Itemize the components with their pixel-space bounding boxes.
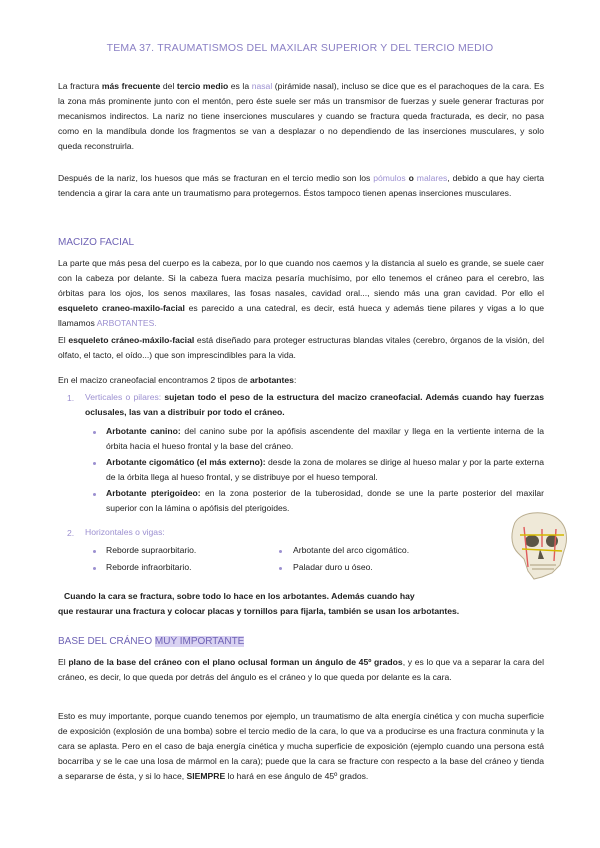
- text: es la: [228, 81, 252, 91]
- paragraph-macizo: [58, 256, 544, 331]
- paragraph-esqueleto: [58, 333, 544, 363]
- bold-text: esqueleto craneo-maxilo-facial: [58, 303, 185, 313]
- section-heading-base: [58, 636, 244, 647]
- text: La fractura: [58, 81, 102, 91]
- heading-text: BASE DEL CRÁNEO: [58, 636, 155, 647]
- bold-text: o: [405, 173, 417, 183]
- text: , debido a que hay cierta tendencia a girar la cara ante un traumatismo para protegernos. Éstos tampoco tienen apenas inserciones musculares.: [58, 173, 545, 198]
- text: , y es lo que va a separar la cara del cráneo, es decir, lo que queda por detrás del ángulo es el cráneo y lo que queda por delante es la cara.: [58, 657, 544, 682]
- highlight-term: nasal: [251, 81, 273, 91]
- list-item-horizontales: [85, 525, 165, 540]
- text: :: [293, 375, 297, 385]
- text: en la zona posterior de la tuberosidad, donde se une la parte posterior del maxilar superior con la lámina o apófisis del pterigoides.: [106, 488, 544, 513]
- text: desde la zona de molares se dirige al hueso malar y por la parte externa de la órbita llega al hueso frontal, y se distribuye por el hueso temporal.: [106, 457, 544, 482]
- paragraph-pomulos: [58, 171, 544, 201]
- bold-text: Arbotante pterigoideo:: [106, 488, 201, 498]
- bold-text: sujetan todo el peso de la estructura del macizo craneofacial. Además cuando hay fuerzas oclusales, las van a distribuir por todo el cráneo.: [85, 392, 544, 417]
- paragraph-plano: [58, 655, 544, 685]
- bullet-dot: [93, 493, 96, 496]
- bold-text: tercio medio: [176, 81, 229, 91]
- section-heading-macizo: MACIZO FACIAL: [58, 237, 135, 248]
- text: está diseñado para proteger estructuras blandas vitales (cerebro, órganos de la visión, del olfato, el tacto, el oído...) que son imprescindibles para la vida.: [58, 335, 544, 360]
- list-number-1: 1.: [67, 393, 75, 403]
- bullet-dot: [93, 431, 96, 434]
- viga-item: Reborde infraorbitario.: [106, 562, 192, 572]
- bold-text: Arbotante canino:: [106, 426, 181, 436]
- text: (pirámide nasal), incluso se dice que es el parachoques de la cara. Es la zona más prominente junto con el mentón, pero éste suele ser más un transmisor de fuerzas y suele generar fracturas por mecanismos indirectos. La nariz no tiene inserciones musculares y cuando se fractura queda fracturada, es decir, no pasa como en la mandíbula donde los fragmentos se van a desplazar o no dependiendo de las inserciones musculares, y solo queda reconstruirla.: [58, 81, 545, 151]
- bullet-dot: [93, 462, 96, 465]
- text: del canino sube por la apófisis ascendente del maxilar y llega en la vertiente interna de la órbita hacia el hueso frontal y la base del cráneo.: [106, 426, 544, 451]
- bullet-dot: [93, 567, 96, 570]
- paragraph-energia: [58, 709, 544, 784]
- text: lo hará en ese ángulo de 45º grados.: [225, 771, 369, 781]
- bullet-dot: [279, 550, 282, 553]
- bold-text: SIEMPRE: [186, 771, 226, 781]
- text: El: [58, 657, 69, 667]
- page-title: TEMA 37. TRAUMATISMOS DEL MAXILAR SUPERIOR Y DEL TERCIO MEDIO: [106, 42, 494, 54]
- text: El: [58, 335, 69, 345]
- text: del: [160, 81, 177, 91]
- text: es parecido a una catedral, es decir, está hueca y además tiene pilares y vigas a lo que llamamos: [58, 303, 545, 328]
- bullet-arbotante-pterigoideo: [106, 486, 544, 516]
- highlight-term: malares: [416, 173, 448, 183]
- bold-text: más frecuente: [101, 81, 161, 91]
- paragraph-intro: [58, 79, 544, 154]
- bullet-arbotante-canino: [106, 424, 544, 454]
- viga-item: Arbotante del arco cigomático.: [293, 545, 410, 555]
- bold-note-line-1: Cuando la cara se fractura, sobre todo lo hace en los arbotantes. Además cuando hay: [64, 591, 415, 601]
- viga-item: Reborde supraorbitario.: [106, 545, 197, 555]
- bold-note-line-2: que restaurar una fractura y colocar placas y tornillos para fijarla, también se usan los arbotantes.: [58, 606, 460, 616]
- viga-item: Paladar duro u óseo.: [293, 562, 373, 572]
- bold-text: esqueleto cráneo-máxilo-facial: [68, 335, 195, 345]
- highlight-badge: MUY IMPORTANTE: [154, 636, 245, 647]
- bold-text: arbotantes: [250, 375, 294, 385]
- bullet-dot: [279, 567, 282, 570]
- highlight-term: ARBOTANTES.: [96, 318, 157, 328]
- bullet-dot: [93, 550, 96, 553]
- bullet-arbotante-cigomatico: [106, 455, 544, 485]
- text: La parte que más pesa del cuerpo es la cabeza, por lo que cuando nos caemos y la distancia al suelo es grande, se suele caer con la cabeza por delante. Si la cabeza fuera maciza pesaría muchísimo, por ello tenemos el cráneo para el cerebro, las órbitas para los ojos, los senos maxilares, las fosas nasales, cavidad oral..., siendo más una gran cavidad. Por ello el: [58, 258, 544, 298]
- skull-diagram-icon: [494, 507, 574, 587]
- text: Después de la nariz, los huesos que más se fracturan en el tercio medio son los: [58, 173, 374, 183]
- text: Esto es muy importante, porque cuando tenemos por ejemplo, un traumatismo de alta energía cinética y con mucha superficie de exposición (explosión de una bomba) sobre el tercio medio de la cara, lo que va a producirse es una fractura conminuta y la cara se aplasta. Pero en el caso de baja energía cinética y mucha superficie de exposición (ejemplo cuando una persona está bocarriba y se le cae una losa de mármol en la cara); puede que la cara se fracture con respecto a la base del cráneo y tienda a separarse de ésta, y si lo hace,: [58, 711, 544, 781]
- list-label: Horizontales o vigas:: [85, 527, 165, 537]
- paragraph-tipos: [58, 373, 544, 388]
- bold-text: Arbotante cigomático (el más externo):: [106, 457, 266, 467]
- list-item-verticales: [85, 390, 544, 420]
- list-label: Verticales o pilares:: [85, 392, 162, 402]
- bold-text: plano de la base del cráneo con el plano oclusal forman un ángulo de 45º grados: [68, 657, 403, 667]
- text: En el macizo craneofacial encontramos 2 tipos de: [58, 375, 251, 385]
- list-number-2: 2.: [67, 528, 75, 538]
- highlight-term: pómulos: [373, 173, 406, 183]
